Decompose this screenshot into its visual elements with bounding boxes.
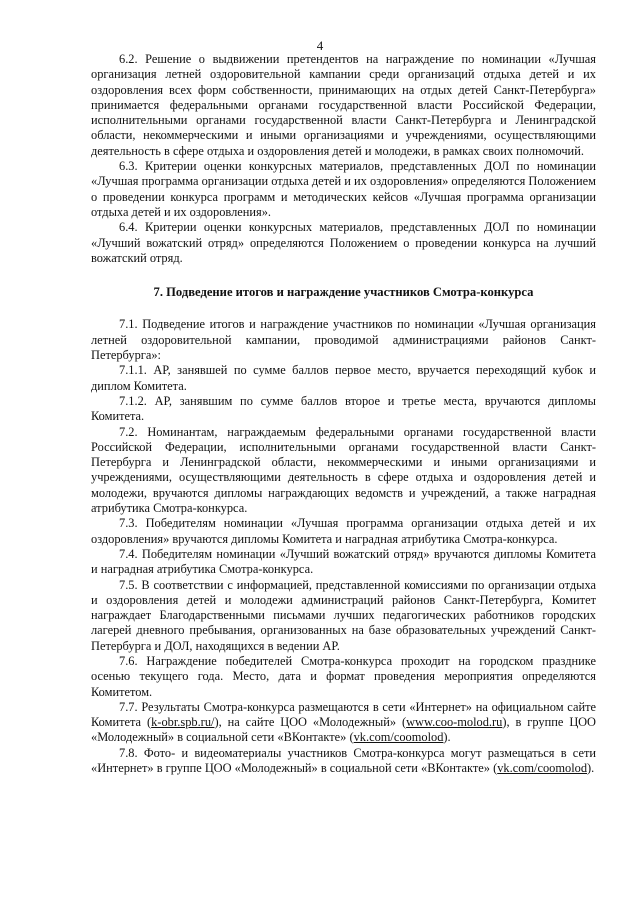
paragraph-7-6: 7.6. Награждение победителей Смотра-конкурса проходит на городском празднике осенью текущего года. Место, дата и формат проведения мероприятия определяются Комитетом. — [91, 653, 596, 699]
section-7-heading: 7. Подведение итогов и награждение участников Смотра-конкурса — [153, 285, 534, 300]
document-body — [91, 52, 596, 776]
section-7-paragraphs — [91, 317, 596, 776]
paragraph-7-7-text-3: ), в группе ЦОО «Молодежный» в социальной сети «ВКонтакте» ( — [91, 715, 596, 745]
link-coo-molod[interactable]: www.coo-molod.ru — [406, 715, 503, 730]
paragraph-7-2: 7.2. Номинантам, награждаемым федеральными органами государственной власти Российской Федерации, исполнительными органами государственной власти Санкт-Петербурга и Ленинградской области, некоммерческими и иными организациями и учреждениями, осуществляющими деятельность в сфере отдыха и оздоровления детей и молодежи, вручаются дипломы награждающих ведомств и учреждений, а также наградная атрибутика Смотра-конкурса. — [91, 424, 596, 516]
paragraph-6-2: 6.2. Решение о выдвижении претендентов на награждение по номинации «Лучшая организация летней оздоровительной кампании среди организаций отдыха детей и их оздоровления всех форм собственности, принимающих на отдых детей Санкт-Петербурга» принимается федеральными органами государственной власти Российской Федерации, исполнительными органами государственной власти Санкт-Петербурга и Ленинградской области, некоммерческими и иными организациями и учреждениями, осуществляющими деятельность в сфере отдыха и оздоровления детей и молодежи, в рамках своих полномочий. — [91, 52, 596, 158]
paragraph-7-7-text-2: ), на сайте ЦОО «Молодежный» ( — [214, 715, 407, 730]
paragraph-6-3: 6.3. Критерии оценки конкурсных материалов, представленных ДОЛ по номинации «Лучшая программа организации отдыха детей и их оздоровления» определяются Положением о проведении конкурса программ и методических кейсов «Лучшая программа организации отдыха детей и их оздоровления». — [91, 159, 596, 219]
paragraph-6-4: 6.4. Критерии оценки конкурсных материалов, представленных ДОЛ по номинации «Лучший вожатский отряд» определяются Положением о проведении конкурса на лучший вожатский отряд. — [91, 220, 596, 265]
page-number: 4 — [316, 38, 324, 53]
paragraph-7-1-1: 7.1.1. АР, занявшей по сумме баллов первое место, вручается переходящий кубок и диплом Комитета. — [91, 363, 596, 393]
link-vk-coomolod[interactable]: vk.com/coomolod — [353, 730, 444, 745]
paragraph-7-8-text-2: ). — [587, 761, 595, 776]
paragraph-7-4: 7.4. Победителям номинации «Лучший вожатский отряд» вручаются дипломы Комитета и наградная атрибутика Смотра-конкурса. — [91, 546, 596, 577]
paragraph-7-8-text-1: 7.8. Фото- и видеоматериалы участников Смотра-конкурса могут размещаться в сети «Интернет» в группе ЦОО «Молодежный» в социальной сети «ВКонтакте» ( — [91, 745, 596, 776]
link-vk-coomolod-2[interactable]: vk.com/coomolod — [497, 761, 588, 776]
link-k-obr-spb[interactable]: k-obr.spb.ru/ — [151, 715, 215, 730]
paragraph-7-1-2: 7.1.2. АР, занявшим по сумме баллов второе и третье места, вручаются дипломы Комитета. — [91, 393, 596, 424]
paragraph-7-7-text-1: 7.7. Результаты Смотра-конкурса размещаются в сети «Интернет» на официальном сайте Комитета ( — [91, 699, 596, 730]
paragraph-7-3: 7.3. Победителям номинации «Лучшая программа организации отдыха детей и их оздоровления» вручаются дипломы Комитета и наградная атрибутика Смотра-конкурса. — [91, 516, 596, 546]
paragraph-7-5: 7.5. В соответствии с информацией, представленной комиссиями по организации отдыха и оздоровления детей и молодежи администраций районов Санкт-Петербурга, Комитет награждает Благодарственными письмами лучших педагогических работников городских лагерей дневного пребывания, организованных на базе образовательных учреждений Санкт-Петербурга и ДОЛ, находящихся в ведении АР. — [91, 577, 596, 653]
paragraph-7-8 — [91, 746, 596, 777]
paragraph-7-7-text-4: ). — [443, 730, 451, 745]
section-6-paragraphs — [91, 52, 596, 266]
paragraph-7-1: 7.1. Подведение итогов и награждение участников по номинации «Лучшая организация летней оздоровительной кампании, проводимой администрациями районов Санкт-Петербурга»: — [91, 317, 596, 363]
paragraph-7-7 — [91, 700, 596, 746]
